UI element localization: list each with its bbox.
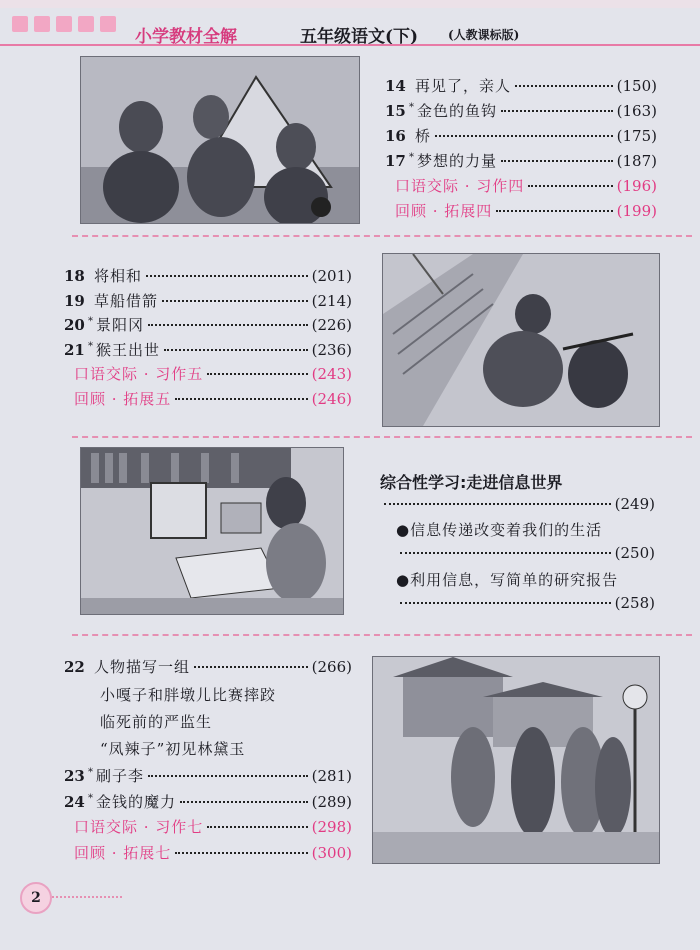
leader-dots: [180, 801, 308, 803]
page-number: (201): [311, 267, 352, 285]
toc-entry[interactable]: [64, 765, 352, 786]
page-number: (250): [614, 544, 655, 562]
illustration-computer-girl: [80, 447, 344, 615]
toc-entry[interactable]: [64, 290, 352, 311]
toc-entry-22[interactable]: 22 人物描写一组 (266): [64, 658, 352, 676]
toc-entry[interactable]: [64, 363, 352, 384]
lesson-number: 21: [64, 340, 85, 359]
lesson-title: 金色的鱼钩: [417, 102, 498, 120]
lesson-title: 口语交际 · 习作五: [74, 365, 204, 383]
lesson-title: 回顾 · 拓展四: [395, 202, 493, 220]
page-number: (175): [616, 127, 657, 145]
optional-star: *: [88, 316, 93, 327]
leader-dots: [162, 300, 308, 302]
leader-dots: [207, 373, 307, 375]
lesson-title: 口语交际 · 习作四: [395, 177, 525, 195]
leader-dots: [148, 775, 308, 777]
lesson-title: 刷子李: [96, 767, 145, 785]
illustration-red-mansion: [372, 656, 660, 864]
toc-entry[interactable]: [385, 75, 657, 96]
optional-star: *: [88, 792, 93, 804]
illustration-jiang-xiang-he: [382, 253, 660, 427]
header-rule: [0, 44, 700, 46]
leader-dots: [501, 110, 613, 112]
page-number: (236): [311, 340, 352, 359]
toc-entry[interactable]: [64, 842, 352, 863]
sub-entry: “凤辣子”初见林黛玉: [100, 740, 246, 758]
page-number: (214): [311, 291, 352, 310]
lesson-title: 梦想的力量: [417, 152, 498, 170]
leader-dots: [148, 324, 308, 326]
section-divider: [72, 436, 692, 438]
comprehensive-study-title: 综合性学习:走进信息世界: [380, 473, 563, 492]
sub-entry: 小嘎子和胖墩儿比赛摔跤: [100, 686, 277, 704]
study-item: ●信息传递改变着我们的生活: [396, 521, 603, 539]
page-number: (243): [311, 365, 352, 383]
lesson-number: 15: [385, 102, 406, 120]
optional-star: *: [409, 152, 414, 163]
lesson-title: 猴王出世: [96, 340, 161, 359]
leader-dots: [496, 210, 612, 212]
leader-dots: [164, 349, 308, 351]
leader-dots: [146, 275, 308, 277]
sub-entry: 临死前的严监生: [100, 713, 213, 731]
illustration-soldiers-campfire: [80, 56, 360, 224]
leader-dots: [501, 160, 613, 162]
toc-entry[interactable]: [64, 388, 352, 409]
subject-title: 五年级语文(下): [300, 27, 419, 47]
lesson-number: 18: [64, 267, 85, 285]
lesson-number: 14: [385, 77, 406, 95]
page-number: (150): [616, 77, 657, 95]
optional-star: *: [88, 340, 93, 352]
study-item: ●利用信息，写简单的研究报告: [396, 571, 619, 589]
page-number: (300): [311, 843, 352, 862]
book-title: 小学教材全解: [135, 27, 237, 47]
page-number: (298): [311, 818, 352, 836]
leader-dots: [528, 185, 612, 187]
page-number-badge: 2: [20, 882, 52, 914]
page-number: (266): [311, 658, 352, 676]
lesson-title: 景阳冈: [96, 316, 145, 334]
toc-entry[interactable]: [385, 150, 657, 171]
page-number: (199): [616, 202, 657, 220]
study-item-page: [396, 544, 655, 562]
header-decoration: [12, 16, 116, 32]
toc-entry[interactable]: [385, 100, 657, 121]
leader-dots: [435, 135, 613, 137]
optional-star: *: [409, 102, 414, 113]
edition-label: (人教课标版): [448, 28, 520, 42]
leader-dots: [515, 85, 613, 87]
section-divider: [72, 235, 692, 237]
leader-dots: [207, 826, 307, 828]
toc-entry[interactable]: [385, 125, 657, 146]
section-divider: [72, 634, 692, 636]
toc-entry[interactable]: [385, 175, 657, 196]
toc-entry[interactable]: [64, 265, 352, 286]
page-number: (226): [311, 316, 352, 334]
lesson-number: 16: [385, 127, 406, 145]
lesson-number: 20: [64, 316, 85, 334]
toc-entry[interactable]: [64, 816, 352, 837]
page-number: (281): [311, 767, 352, 785]
header-stripe: [0, 0, 700, 8]
leader-dots: [175, 852, 307, 854]
page-number: (163): [616, 102, 657, 120]
lesson-title: 再见了，亲人: [415, 77, 512, 95]
lesson-title: 桥: [415, 127, 432, 145]
toc-entry[interactable]: [64, 339, 352, 360]
lesson-title: 口语交际 · 习作七: [74, 818, 204, 836]
toc-entry[interactable]: [64, 791, 352, 812]
lesson-title: 回顾 · 拓展五: [74, 389, 172, 408]
toc-entry[interactable]: [64, 314, 352, 335]
lesson-number: 19: [64, 291, 85, 310]
study-item-page: [396, 594, 655, 612]
toc-entry[interactable]: [385, 200, 657, 221]
lesson-number: 24: [64, 792, 85, 811]
lesson-title: 草船借箭: [94, 291, 159, 310]
page-number: (289): [311, 792, 352, 811]
lesson-number: 17: [385, 152, 406, 170]
footer-decoration: [52, 896, 122, 898]
comprehensive-study-page: [380, 495, 655, 513]
leader-dots: [175, 398, 307, 400]
page-number: (187): [616, 152, 657, 170]
page-number: (258): [614, 594, 655, 612]
lesson-title: 金钱的魔力: [96, 792, 177, 811]
page-number: (249): [614, 495, 655, 513]
page-number: (246): [311, 389, 352, 408]
page-number: (196): [616, 177, 657, 195]
optional-star: *: [88, 767, 93, 778]
lesson-title: 将相和: [94, 267, 143, 285]
lesson-title: 回顾 · 拓展七: [74, 843, 172, 862]
lesson-number: 23: [64, 767, 85, 785]
